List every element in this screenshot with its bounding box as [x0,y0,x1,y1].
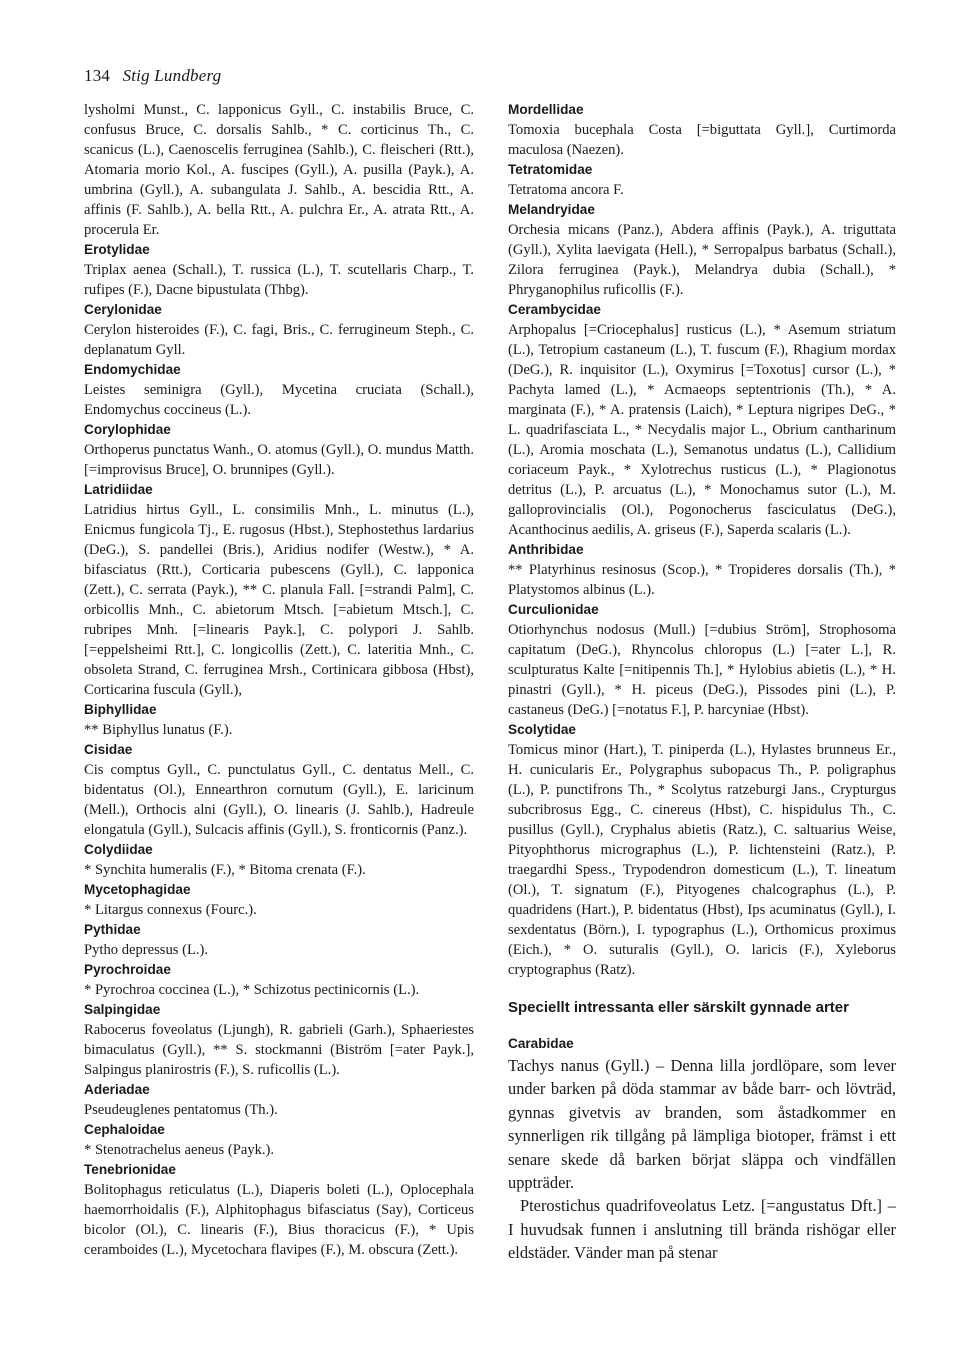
family-heading: Pythidae [84,922,141,937]
running-header [84,66,221,86]
species-list: Cis comptus Gyll., C. punctulatus Gyll., C. dentatus Mell., C. bidentatus (Ol.), Ennearthron cornutum (Gyll.), E. laricinum (Mell.), Orthocis alni (Gyll.), O. linearis (J. Sahlb.), Hadreule elongatula (Gyll.), Sulcacis affinis (Gyll.), S. fronticornis (Panz.). [84,762,474,838]
species-list: lysholmi Munst., C. lapponicus Gyll., C. instabilis Bruce, C. confusus Bruce, C. dorsalis Sahlb., * C. corticinus Th., C. scanicus (L.), Caenoscelis ferruginea (Sahlb.), C. fleischeri (Rtt.), Atomaria morio Kol., A. fuscipes (Gyll.), A. pusilla (Payk.), A. umbrina (Gyll.), A. subangulata J. Sahlb., A. bescidia Rtt., A. affinis (F. Sahlb.), A. bella Rtt., A. pulchra Er., A. atrata Rtt., A. procerula Er. [84,102,474,238]
species-list: Bolitophagus reticulatus (L.), Diaperis boleti (L.), Oplocephala haemorrhoidalis (F.), Alphitophagus bifasciatus (Say), Corticeus bicolor (Ol.), C. linearis (F.), Bius thoracicus (F.), * Upis ceramboides (L.), Mycetochara flavipes (F.), M. obscura (Zett.). [84,1182,474,1258]
family-heading: Curculionidae [508,602,599,617]
right-column [508,100,896,1265]
species-list: * Litargus connexus (Fourc.). [84,902,257,918]
family-heading: Corylophidae [84,422,171,437]
species-list: Triplax aenea (Schall.), T. russica (L.), T. scutellaris Charp., T. rufipes (F.), Dacne bipustulata (Thbg). [84,262,474,298]
species-list: * Synchita humeralis (F.), * Bitoma crenata (F.). [84,862,366,878]
family-heading: Melandryidae [508,202,595,217]
species-list: Orthoperus punctatus Wanh., O. atomus (Gyll.), O. mundus Matth. [=improvisus Bruce], O. brunnipes (Gyll.). [84,442,474,478]
family-heading: Tenebrionidae [84,1162,176,1177]
family-heading: Carabidae [508,1036,574,1051]
species-list: Rabocerus foveolatus (Ljungh), R. gabrieli (Garh.), Sphaeriestes bimaculatus (Gyll.), ** S. stockmanni (Biström [=ater Payk.], Salpingus planirostris (F.), S. ruficollis (L.). [84,1022,474,1078]
species-list: * Stenotrachelus aeneus (Payk.). [84,1142,275,1158]
family-heading: Cephaloidae [84,1122,165,1137]
family-heading: Latridiidae [84,482,153,497]
family-heading: Mordellidae [508,102,584,117]
body-paragraph: Tachys nanus (Gyll.) – Denna lilla jordlöpare, som lever under barken på döda stammar av både barr- och lövträd, gynnas givetvis av branden, som åstadkommer en synnerligen rik tillgång på lämpliga biotoper, främst i ett senare skede då barken börjat släppa och vindfällen uppträder. [508,1056,896,1193]
species-list: Tetratoma ancora F. [508,182,624,198]
species-list: Otiorhynchus nodosus (Mull.) [=dubius Ström], Strophosoma capitatum (DeG.), Rhyncolus chloropus (L.) [=ater L.], R. sculpturatus Kalte [=nitipennis Th.], * Hylobius abietis (L.), * H. pinastri (Gyll.), * H. piceus (DeG.), Pissodes pini (L.), P. castaneus (DeG.) [=notatus F.], P. harcyniae (Hbst). [508,622,896,718]
running-title: Stig Lundberg [122,66,222,85]
family-heading: Pyrochroidae [84,962,171,977]
species-list: Cerylon histeroides (F.), C. fagi, Bris., C. ferrugineum Steph., C. deplanatum Gyll. [84,322,474,358]
species-list: ** Platyrhinus resinosus (Scop.), * Tropideres dorsalis (Th.), * Platystomos albinus (L.). [508,562,896,598]
species-list: Latridius hirtus Gyll., L. consimilis Mnh., L. minutus (L.), Enicmus fungicola Tj., E. rugosus (Hbst.), Stephostethus lardarius (DeG.), S. pandellei (Bris.), Aridius nodifer (Westw.), * A. bifasciatus (Rtt.), Corticaria pubescens (Gyll.), C. lapponica (Zett.), C. serrata (Payk.), ** C. planula Fall. [=strandi Palm], C. orbicollis Mnh., C. abietorum Mtsch. [=abietum Mtsch.], C. rubripes Mnh. [=linearis Payk.], C. polypori J. Sahlb. [=eppelsheimi Rtt.], C. longicollis (Zett.), C. lateritia Mnh., C. obsoleta Strand, C. ferruginea Mrsh., Cortinicara gibbosa (Hbst), Corticarina fuscula (Gyll.), [84,502,474,698]
species-list: Pytho depressus (L.). [84,942,209,958]
family-heading: Scolytidae [508,722,576,737]
family-heading: Salpingidae [84,1002,161,1017]
species-list: Pseudeuglenes pentatomus (Th.). [84,1102,278,1118]
species-list: ** Biphyllus lunatus (F.). [84,722,233,738]
family-heading: Cerambycidae [508,302,601,317]
family-heading: Colydiidae [84,842,153,857]
page-number: 134 [84,66,111,85]
species-list: Tomoxia bucephala Costa [=biguttata Gyll.], Curtimorda maculosa (Naezen). [508,122,896,158]
family-heading: Erotylidae [84,242,150,257]
left-column [84,100,474,1260]
family-heading: Cisidae [84,742,133,757]
species-list: Tomicus minor (Hart.), T. piniperda (L.), Hylastes brunneus Er., H. cunicularis Er., Polygraphus subopacus Th., P. poligraphus (L.), P. punctifrons Th., * Scolytus ratzeburgi Jans., Crypturgus subcribrosus Egg., C. cinereus (Hbst), C. hispidulus Th., C. pusillus (Gyll.), Cryphalus abietis (Ratz.), C. saltuarius Weise, Pityophthorus micrographus (L.), P. lichtensteini (Ratz.), P. traegardhi Spess., Trypodendron domesticum (L.), T. lineatum (Ol.), T. signatum (F.), Pityogenes chalcographus (L.), P. quadridens (Hart.), P. bidentatus (Hbst), Ips acuminatus (Gyll.), I. sexdentatus (Börn.), I. typographus (L.), Orthomicus proximus (Eich.), * O. suturalis (Gyll.), O. laricis (F.), Xyleborus cryptographus (Ratz). [508,742,896,978]
species-list: * Pyrochroa coccinea (L.), * Schizotus pectinicornis (L.). [84,982,420,998]
family-heading: Aderiadae [84,1082,150,1097]
body-paragraph: Pterostichus quadrifoveolatus Letz. [=angustatus Dft.] – I huvudsak funnen i anslutning till brända rishögar eller eldstäder. Vänder man på stenar [508,1196,896,1263]
section-heading: Speciellt intressanta eller särskilt gynnade arter [508,999,849,1016]
family-heading: Anthribidae [508,542,584,557]
family-heading: Biphyllidae [84,702,157,717]
family-heading: Cerylonidae [84,302,162,317]
species-list: Leistes seminigra (Gyll.), Mycetina cruciata (Schall.), Endomychus coccineus (L.). [84,382,474,418]
family-heading: Endomychidae [84,362,181,377]
family-heading: Mycetophagidae [84,882,191,897]
species-list: Arphopalus [=Criocephalus] rusticus (L.), * Asemum striatum (L.), Tetropium castaneum (L.), T. fuscum (F.), Rhagium mordax (DeG.), R. inquisitor (L.), Oxymirus [=Toxotus] cursor (L.), * Pachyta lamed (L.), * Acmaeops septentrionis (Th.), * A. marginata (F.), * A. pratensis (Laich), * Leptura nigripes DeG., * L. quadrifasciata L., * Necydalis major L., Obrium cantharinum (L.), Aromia moschata (L.), Semanotus undatus (L.), Callidium coriaceum Payk., * Xylotrechus rusticus (L.), * Plagionotus detritus (L.), P. arcuatus (L.), * Monochamus sutor (L.), M. galloprovincialis (Ol.), Pogonocherus fasciculatus (DeG.), Acanthocinus aedilis, A. griseus (F.), Saperda scalaris (L.). [508,322,896,538]
family-heading: Tetratomidae [508,162,593,177]
species-list: Orchesia micans (Panz.), Abdera affinis (Payk.), A. triguttata (Gyll.), Xylita laevigata (Hell.), * Serropalpus barbatus (Schall.), Zilora ferruginea (Payk.), Melandrya dubia (Schall.), * Phryganophilus ruficollis (F.). [508,222,896,298]
